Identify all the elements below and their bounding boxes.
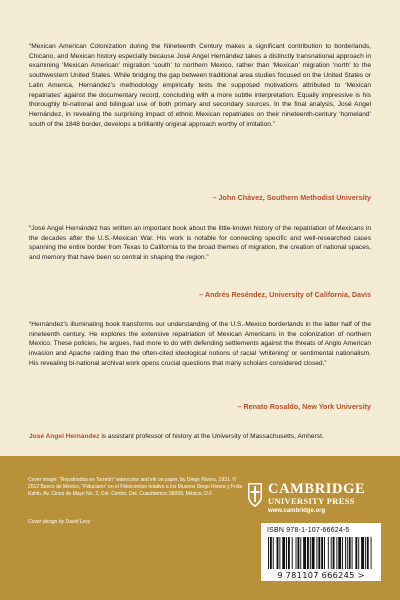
barcode-bar: [288, 537, 290, 569]
attribution-rosaldo: – Renato Rosaldo, New York University: [237, 402, 371, 411]
barcode-bar: [282, 537, 285, 569]
barcode-bar: [318, 537, 320, 569]
barcode-bar: [312, 537, 315, 569]
barcode-bar: [310, 537, 311, 569]
barcode-bar: [321, 537, 323, 569]
barcode-bar: [352, 537, 353, 569]
barcode-bars: [268, 537, 374, 569]
barcode-bar: [292, 537, 293, 569]
barcode-bar: [331, 537, 332, 569]
author-bio-text: is assistant professor of history at the University of Massachusetts, Amherst.: [99, 433, 324, 440]
barcode-bar: [371, 537, 372, 569]
barcode-bar: [328, 537, 329, 569]
barcode-bar: [349, 537, 351, 569]
barcode-bar: [365, 537, 366, 569]
barcode-bar: [268, 537, 269, 569]
barcode-bar: [367, 537, 369, 569]
barcode-bar: [358, 537, 359, 569]
barcode-bar: [355, 537, 357, 569]
author-name: José Angel Hernández: [29, 433, 100, 440]
barcode-bar: [297, 537, 299, 569]
barcode-bar: [277, 537, 279, 569]
barcode-bar: [316, 537, 317, 569]
publisher-name: CAMBRIDGE: [268, 481, 366, 497]
barcode-bar: [273, 537, 274, 569]
barcode-bar: [342, 537, 343, 569]
barcode-bar: [345, 537, 346, 569]
barcode-bar: [296, 537, 297, 569]
barcode-bar: [361, 537, 364, 569]
barcode-bar: [307, 537, 309, 569]
cambridge-shield-logo: [247, 482, 263, 508]
quote-rosaldo: “Hernández’s illuminating book transforms our understanding of the U.S.-Mexico borderlands in the latter half of the nineteenth century. He explores the extensive repatriation of Mexican Americans in the colonization of northern Mexico. These policies, he argues, had more to do with defending settlements against the threats of Anglo American invasion and Apache raiding than the often-cited ideological notions of racial ‘whitening’ or sentimental nationalism. His revealing bi-national archival work opens crucial questions that many scholars considered closed.”: [29, 321, 371, 367]
cover-design-credit: Cover design by David Levy: [28, 519, 91, 525]
barcode-bar: [270, 537, 272, 569]
barcode-bar: [338, 537, 341, 569]
barcode-bar: [336, 537, 337, 569]
publisher-url: www.cambridge.org: [268, 508, 326, 514]
barcode-number: 9 781107 666245 >: [277, 570, 365, 580]
author-bio: [29, 432, 371, 441]
barcode-bar: [279, 537, 280, 569]
barcode-bar: [333, 537, 335, 569]
barcode-bar: [286, 537, 287, 569]
barcode-bar: [300, 537, 301, 569]
cover-image-credit: Cover image: “Repatriados en Torreón” watercolor and ink on paper, by Diego Rivera, 1931. © 2012 Banco de México, “Fiduciario” en el Fideicomiso relativo a los Museos Diego Rivera y Frida Kahlo. Av. Cinco de Mayo No. 2, Col. Centro, Del. Cuauhtémoc 06059, México, D.F.: [28, 477, 243, 498]
barcode-bar: [303, 537, 306, 569]
isbn-label: ISBN 978-1-107-66624-5: [267, 527, 350, 534]
barcode-bar: [324, 537, 325, 569]
attribution-resendez: – Andrés Reséndez, University of California, Davis: [199, 290, 371, 299]
publisher-press: UNIVERSITY PRESS: [268, 497, 355, 506]
attribution-chavez: – John Chávez, Southern Methodist University: [212, 193, 371, 202]
barcode-bar: [347, 537, 348, 569]
quote-resendez: “José Angel Hernández has written an important book about the little-known history of the repatriation of Mexicans in the decades after the U.S.-Mexican War. His work is notable for connecting specific and well-researched cases spanning the entire border from Texas to California to the broad themes of migration, the creation of national spaces, and memory that have been so central in shaping the region.”: [29, 225, 371, 262]
quote-chavez: “Mexican American Colonization during the Nineteenth Century makes a significant contribution to borderlands, Chicano, and Mexican history especially because José Angel Hernández takes a distinctly transnational approach in examining ‘Mexican American’ migration ‘south’ to northern Mexico, rather than ‘Mexican’ migration ‘north’ to the southwestern United States. While bridging the gap between traditional area studies focused on the United States or Latin America, Hernández’s methodology empirically tests the supposed motivations attributed to ‘Mexican repatriates’ against the documentary record, concluding with a more subtle interpretation. Equally impressive is his thoroughly bi-national and bilingual use of both primary and secondary sources. In the final analysis, José Angel Hernández, in revealing the surprising impact of ethnic Mexican repatriates on their nineteenth-century ‘homeland’ south of the 1848 border, develops a brilliantly original approach worthy of imitation.”: [29, 43, 371, 128]
